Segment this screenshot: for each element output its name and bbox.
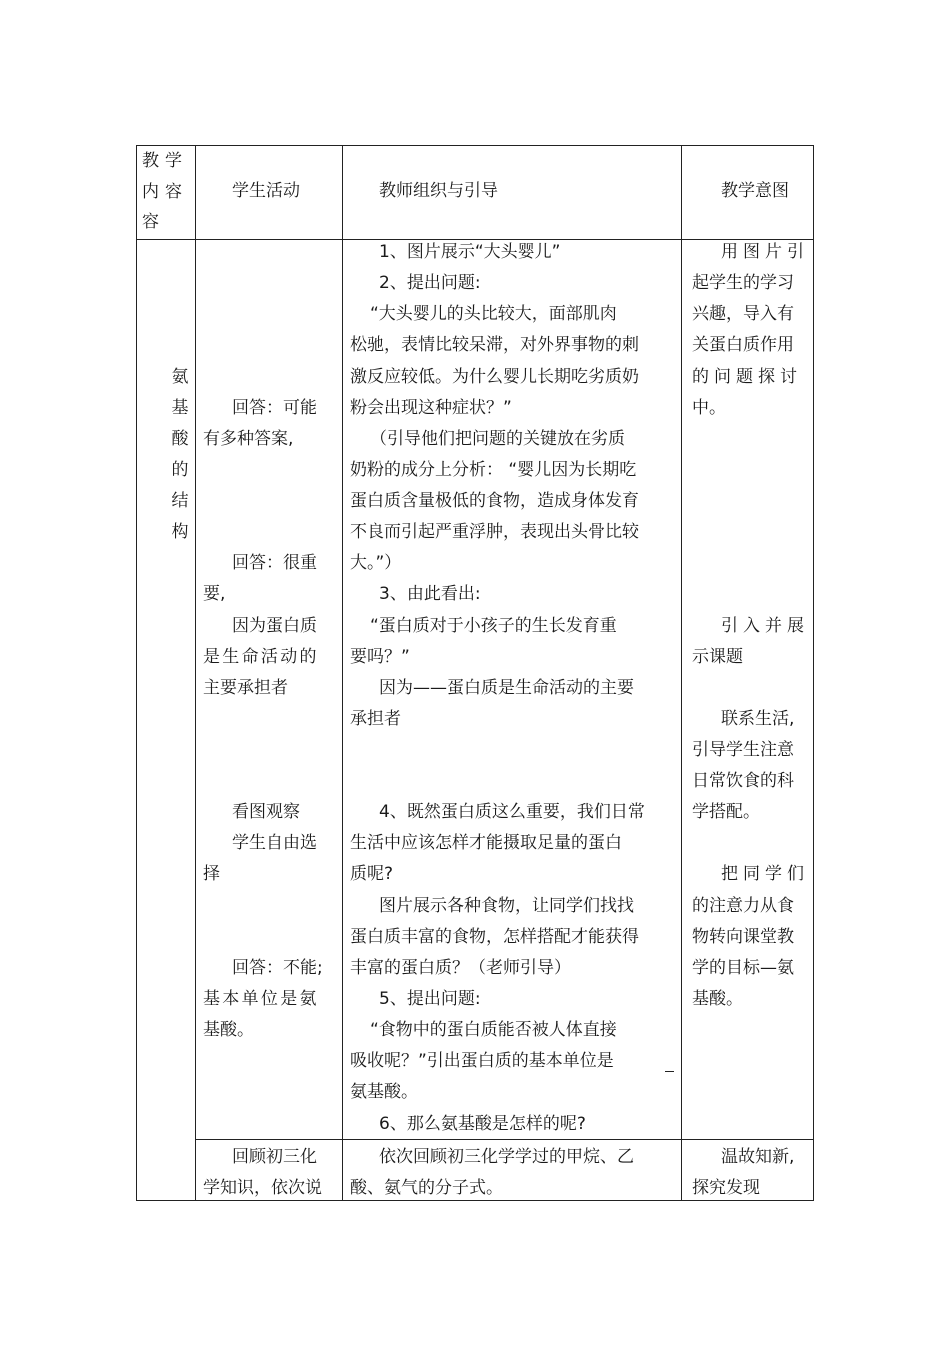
student-line: 主要承担者 — [203, 678, 288, 698]
teacher-line: （引导他们把问题的关键放在劣质 — [370, 429, 625, 449]
teacher-line: 5、提出问题: — [379, 989, 481, 1009]
header-intent: 教学意图 — [721, 181, 789, 201]
teacher-line: 奶粉的成分上分析： “婴儿因为长期吃 — [350, 460, 637, 480]
teacher-line: 4、既然蛋白质这么重要，我们日常 — [379, 802, 645, 822]
teacher-line: 吸收呢？”引出蛋白质的基本单位是 — [350, 1051, 614, 1071]
intent-line: 物转向课堂教 — [692, 927, 794, 947]
student-line: 因为蛋白质 — [232, 616, 317, 636]
teacher-line: 丰富的蛋白质？（老师引导） — [350, 958, 571, 978]
student-line: 看图观察 — [232, 802, 300, 822]
teacher-line: 承担者 — [350, 709, 401, 729]
col-divider — [342, 146, 343, 1200]
teacher-line: 松驰，表情比较呆滞，对外界事物的刺 — [350, 335, 639, 355]
teacher-line: 3、由此看出: — [379, 584, 481, 604]
intent-line: 用图片引 — [721, 242, 809, 262]
teacher-line: 因为——蛋白质是生命活动的主要 — [379, 678, 634, 698]
student-line: 回顾初三化 — [232, 1147, 317, 1167]
intent-line: 的注意力从食 — [692, 896, 794, 916]
intent-line: 的问题探讨 — [692, 367, 802, 387]
intent-line: 基酸。 — [692, 989, 743, 1009]
dash-mark — [665, 1071, 674, 1072]
intent-line: 学搭配。 — [692, 802, 760, 822]
intent-line: 学的目标—氨 — [692, 958, 794, 978]
teacher-line: “大头婴儿的头比较大，面部肌肉 — [370, 304, 617, 324]
student-line: 学知识，依次说 — [203, 1178, 322, 1198]
teacher-line: 蛋白质丰富的食物，怎样搭配才能获得 — [350, 927, 639, 947]
topic-char: 构 — [171, 522, 189, 542]
topic-title — [166, 362, 194, 548]
intent-line: 中。 — [692, 398, 726, 418]
teacher-line: 不良而引起严重浮肿，表现出头骨比较 — [350, 522, 639, 542]
teacher-line: 1、图片展示“大头婴儿” — [379, 242, 561, 262]
student-line: 回答：可能 — [232, 398, 317, 418]
student-line: 择 — [203, 864, 220, 884]
teacher-line: 氨基酸。 — [350, 1082, 418, 1102]
teacher-line: 粉会出现这种症状？” — [350, 398, 512, 418]
topic-char: 氨 — [171, 367, 189, 387]
topic-char: 的 — [171, 460, 189, 480]
topic-char: 基 — [171, 398, 189, 418]
header-content-line1: 教学 — [142, 151, 188, 171]
student-line: 学生自由选 — [232, 833, 317, 853]
header-teacher: 教师组织与引导 — [379, 181, 498, 201]
student-line: 基酸。 — [203, 1020, 254, 1040]
teacher-line: 要吗？” — [350, 647, 410, 667]
student-line: 是生命活动的 — [203, 647, 319, 667]
header-content-line3: 容 — [142, 212, 159, 232]
student-line: 回答：很重 — [232, 553, 317, 573]
topic-char: 结 — [171, 491, 189, 511]
intent-line: 关蛋白质作用 — [692, 335, 794, 355]
intent-line: 引导学生注意 — [692, 740, 794, 760]
intent-line: 把同学们 — [721, 864, 809, 884]
intent-line: 探究发现 — [692, 1178, 760, 1198]
intent-line: 联系生活, — [721, 709, 795, 729]
header-content-line2: 内容 — [142, 182, 188, 202]
teacher-line: “蛋白质对于小孩子的生长发育重 — [370, 616, 617, 636]
student-line: 基本单位是氨 — [203, 989, 319, 1009]
header-student: 学生活动 — [232, 181, 300, 201]
col-divider — [681, 146, 682, 1200]
intent-line: 起学生的学习 — [692, 273, 794, 293]
intent-line: 温故知新, — [721, 1147, 795, 1167]
col-divider — [195, 146, 196, 1200]
teacher-line: 依次回顾初三化学学过的甲烷、乙 — [379, 1147, 634, 1167]
teacher-line: 生活中应该怎样才能摄取足量的蛋白 — [350, 833, 622, 853]
student-line: 要, — [203, 584, 226, 604]
student-line: 有多种答案, — [203, 429, 294, 449]
teacher-line: 酸、氨气的分子式。 — [350, 1178, 503, 1198]
teacher-line: 大。”） — [350, 553, 402, 573]
intent-line: 引入并展 — [721, 616, 809, 636]
teacher-line: 蛋白质含量极低的食物，造成身体发育 — [350, 491, 639, 511]
intent-line: 兴趣，导入有 — [692, 304, 794, 324]
teacher-line: “食物中的蛋白质能否被人体直接 — [370, 1020, 617, 1040]
teacher-line: 6、那么氨基酸是怎样的呢? — [379, 1114, 586, 1134]
teacher-line: 图片展示各种食物，让同学们找找 — [379, 896, 634, 916]
teacher-line: 2、提出问题: — [379, 273, 481, 293]
intent-line: 示课题 — [692, 647, 743, 667]
header-content — [142, 146, 192, 237]
teacher-line: 质呢? — [350, 864, 394, 884]
topic-char: 酸 — [171, 429, 189, 449]
student-line: 回答：不能; — [232, 958, 323, 978]
teacher-line: 激反应较低。为什么婴儿长期吃劣质奶 — [350, 367, 639, 387]
intent-line: 日常饮食的科 — [692, 771, 794, 791]
